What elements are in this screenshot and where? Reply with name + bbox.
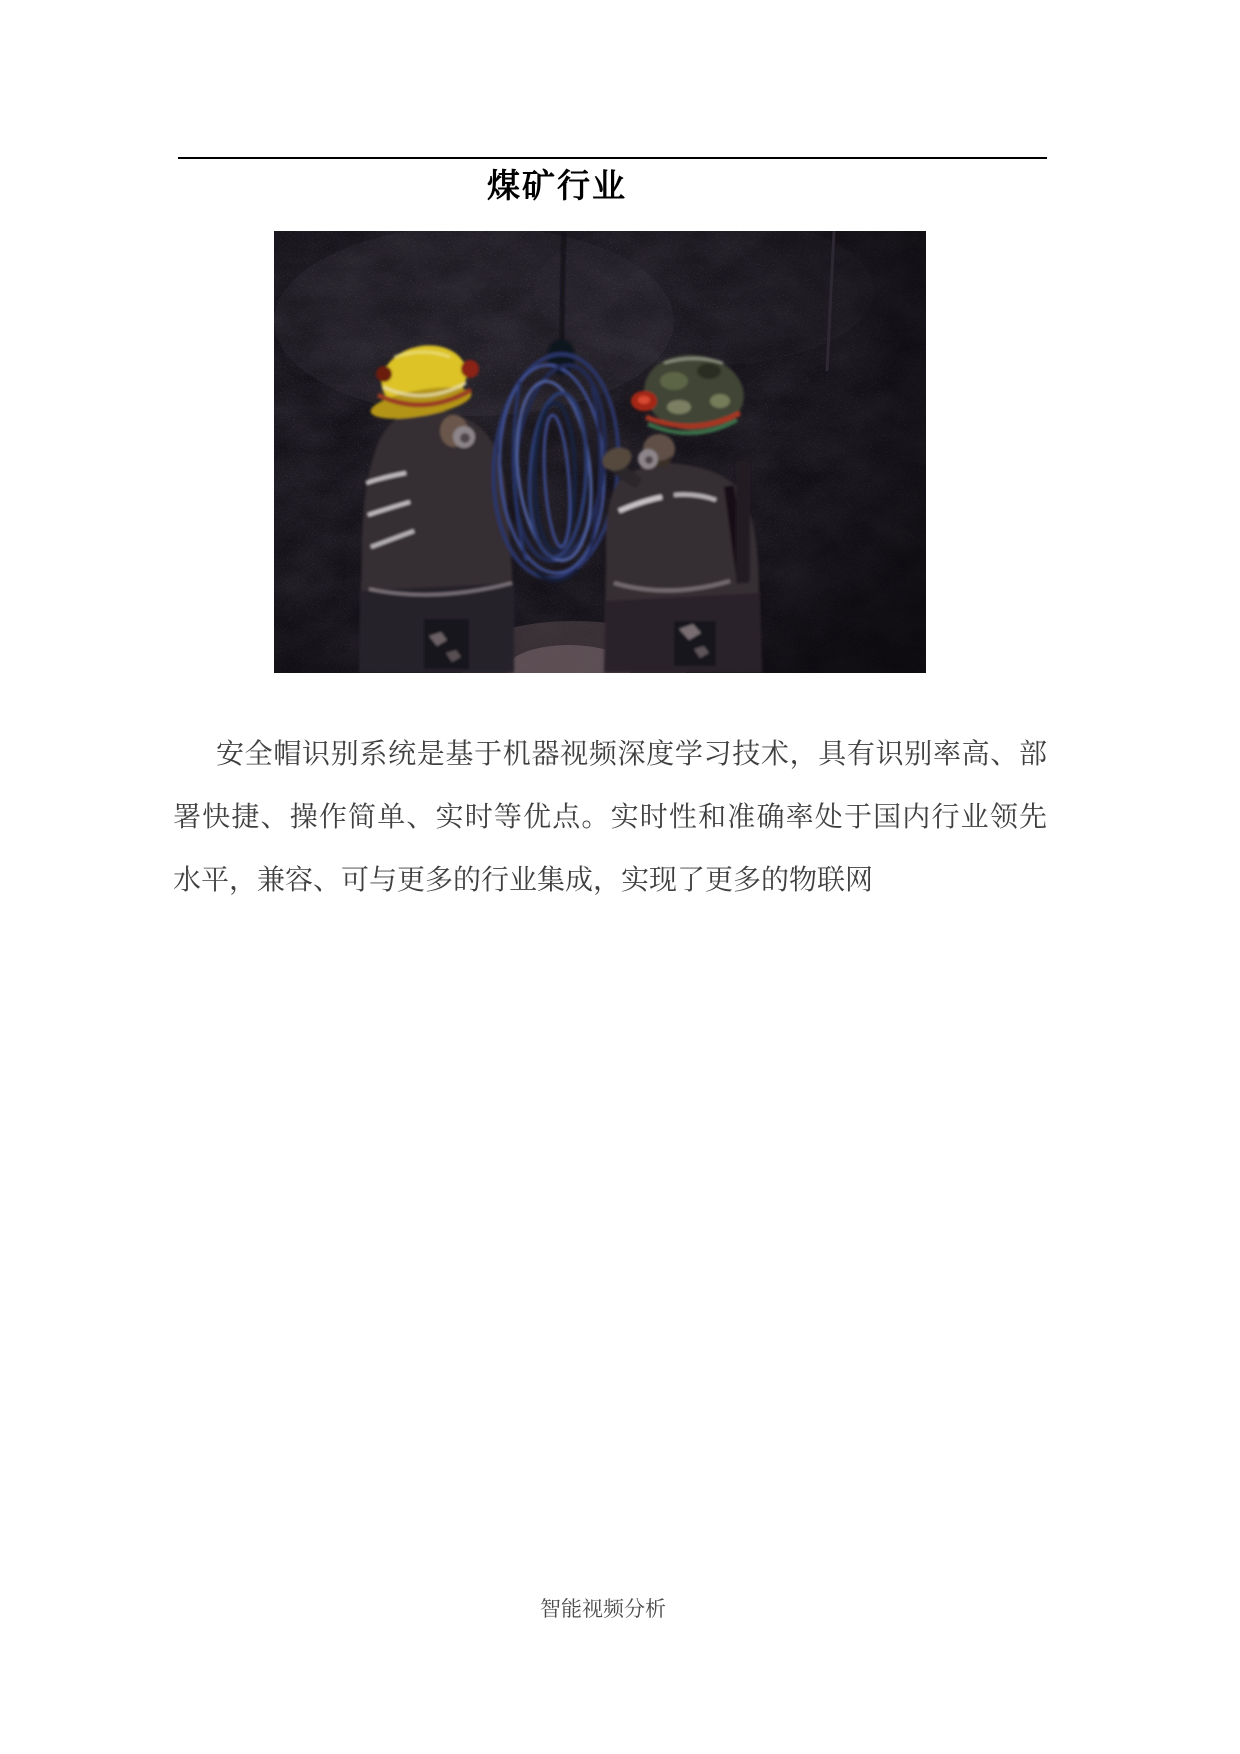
- paragraph-line: 安全帽识别系统是基于机器视频深度学习技术，具有识别率高、部: [216, 737, 1047, 770]
- page-title: 煤矿行业: [487, 166, 627, 205]
- header-rule: [178, 157, 1047, 159]
- body-paragraph: [173, 722, 1047, 911]
- footer-text: 智能视频分析: [540, 1597, 666, 1621]
- coal-mine-photo: [274, 231, 926, 673]
- paragraph-line: 署快捷、操作简单、实时等优点。实时性和准确率处于国内行业领先: [173, 800, 1047, 833]
- paragraph-line: 水平，兼容、可与更多的行业集成，实现了更多的物联网: [173, 863, 874, 896]
- coal-mine-photo-canvas: [274, 231, 926, 673]
